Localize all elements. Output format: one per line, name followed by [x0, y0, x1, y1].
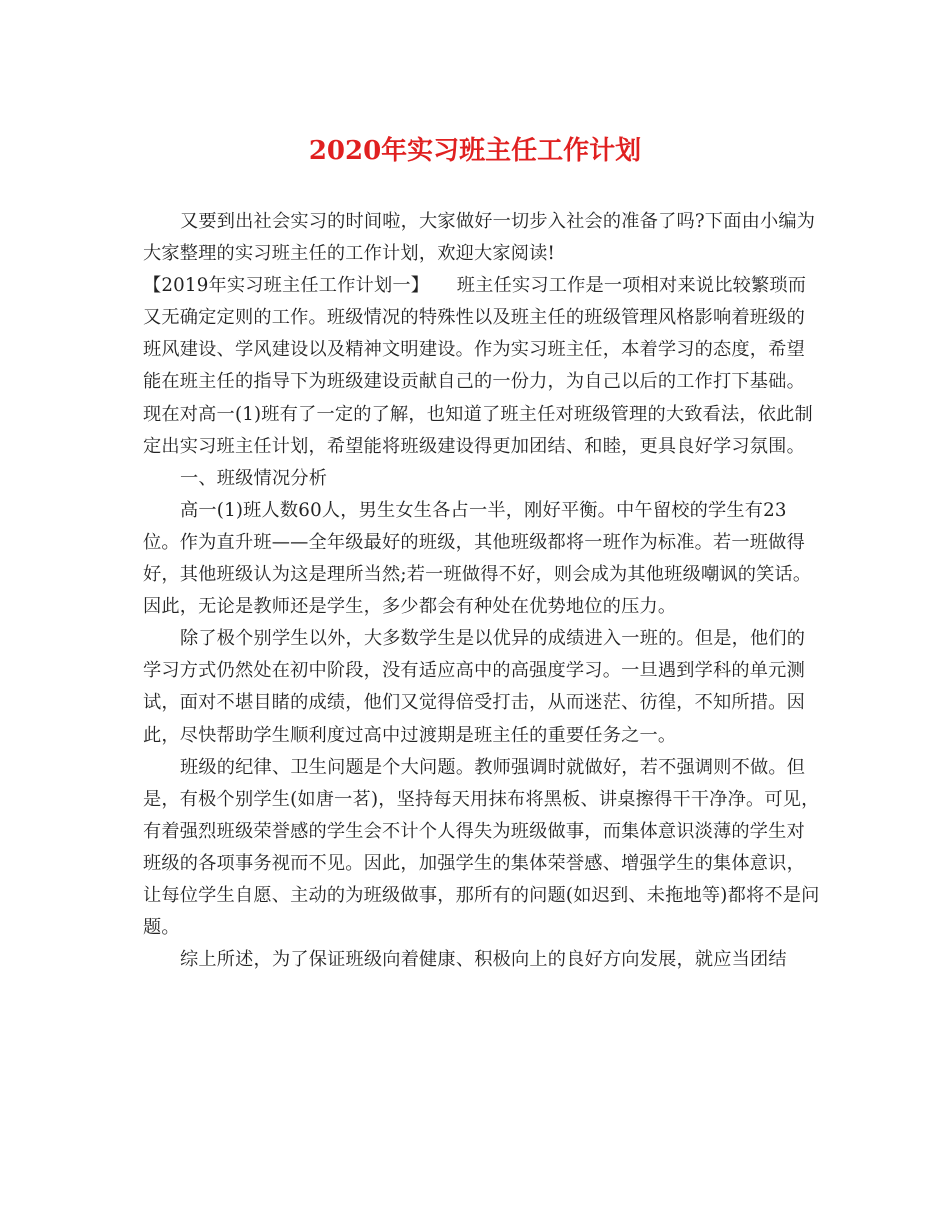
paragraph-learning-style: 除了极个别学生以外，大多数学生是以优异的成绩进入一班的。但是，他们的学习方式仍然处在初中阶段，没有适应高中的高强度学习。一旦遇到学科的单元测试，面对不堪目睹的成绩，他们又觉得倍受打击，从而迷茫、彷徨，不知所措。因此，尽快帮助学生顺利度过高中过渡期是班主任的重要任务之一。	[143, 628, 806, 746]
section-heading-class-analysis: 一、班级情况分析	[180, 467, 328, 489]
paragraph-intro: 又要到出社会实习的时间啦，大家做好一切步入社会的准备了吗?下面由小编为大家整理的实习班主任的工作计划，欢迎大家阅读!	[143, 211, 816, 265]
paragraph-discipline: 班级的纪律、卫生问题是个大问题。教师强调时就做好，若不强调则不做。但是，有极个别学生(如唐一茗)，坚持每天用抹布将黑板、讲桌擦得干干净净。可见，有着强烈班级荣誉感的学生会不计个人得失为班级做事，而集体意识淡薄的学生对班级的各项事务视而不见。因此，加强学生的集体荣誉感、增强学生的集体意识，让每位学生自愿、主动的为班级做事，那所有的问题(如迟到、未拖地等)都将不是问题。	[143, 756, 820, 939]
paragraph-class-size: 高一(1)班人数60人，男生女生各占一半，刚好平衡。中午留校的学生有23位。作为直升班——全年级最好的班级，其他班级都将一班作为标准。若一班做得好，其他班级认为这是理所当然;若一班做得不好，则会成为其他班级嘲讽的笑话。因此，无论是教师还是学生，多少都会有种处在优势地位的压力。	[143, 499, 812, 618]
document-title: 2020年实习班主任工作计划	[308, 136, 642, 166]
paragraph-summary: 综上所述，为了保证班级向着健康、积极向上的良好方向发展，就应当团结	[180, 949, 787, 971]
document-body	[143, 206, 823, 976]
paragraph-plan-one: 【2019年实习班主任工作计划一】 班主任实习工作是一项相对来说比较繁琐而又无确定定则的工作。班级情况的特殊性以及班主任的班级管理风格影响着班级的班风建设、学风建设以及精神文明建设。作为实习班主任，本着学习的态度，希望能在班主任的指导下为班级建设贡献自己的一份力，为自己以后的工作打下基础。现在对高一(1)班有了一定的了解，也知道了班主任对班级管理的大致看法，依此制定出实习班主任计划，希望能将班级建设得更加团结、和睦，更具良好学习氛围。	[143, 275, 813, 457]
